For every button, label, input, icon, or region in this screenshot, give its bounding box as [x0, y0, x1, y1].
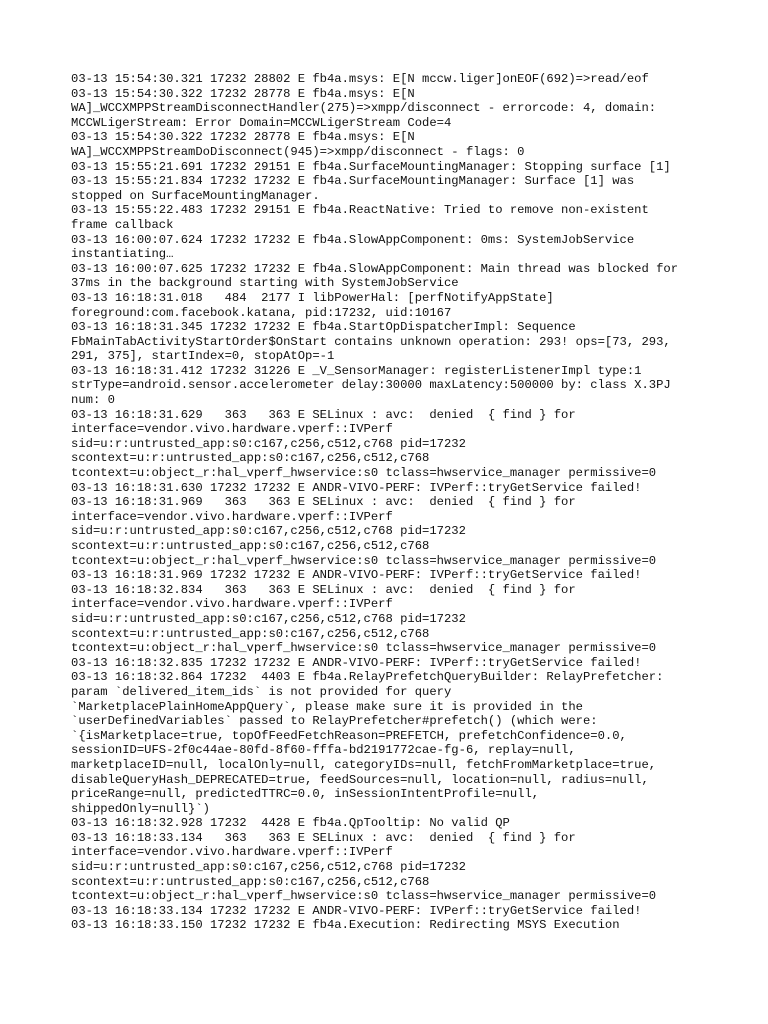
log-line: interface=vendor.vivo.hardware.vperf::IVPerf: [71, 509, 393, 524]
log-line: 03-13 16:18:31.969 363 363 E SELinux : avc: denied { find } for: [71, 495, 576, 510]
log-line: sid=u:r:untrusted_app:s0:c167,c256,c512,c768 pid=17232: [71, 611, 466, 626]
log-line: stopped on SurfaceMountingManager.: [71, 188, 320, 203]
log-line: 03-13 15:55:22.483 17232 29151 E fb4a.ReactNative: Tried to remove non-existent: [71, 203, 649, 218]
log-line: 03-13 15:54:30.321 17232 28802 E fb4a.msys: E[N mccw.liger]onEOF(692)=>read/eof: [71, 72, 649, 86]
log-line: WA]_WCCXMPPStreamDoDisconnect(945)=>xmpp/disconnect - flags: 0: [71, 144, 525, 159]
log-line: sid=u:r:untrusted_app:s0:c167,c256,c512,c768 pid=17232: [71, 436, 466, 451]
log-line: instantiating…: [71, 247, 174, 262]
log-line: `{isMarketplace=true, topOfFeedFetchReason=PREFETCH, prefetchConfidence=0.0,: [71, 728, 627, 743]
log-line: 03-13 16:18:31.969 17232 17232 E ANDR-VIVO-PERF: IVPerf::tryGetService failed!: [71, 568, 642, 583]
log-line: WA]_WCCXMPPStreamDisconnectHandler(275)=>xmpp/disconnect - errorcode: 4, domain:: [71, 101, 657, 116]
log-line: 03-13 15:55:21.834 17232 17232 E fb4a.SurfaceMountingManager: Surface [1] was: [71, 174, 635, 189]
log-line: marketplaceID=null, localOnly=null, categoryIDs=null, fetchFromMarketplace=true,: [71, 757, 657, 772]
log-line: param `delivered_item_ids` is not provided for query: [71, 684, 452, 699]
log-line: 03-13 16:18:32.864 17232 4403 E fb4a.RelayPrefetchQueryBuilder: RelayPrefetcher:: [71, 670, 664, 685]
log-line: MCCWLigerStream: Error Domain=MCCWLigerStream Code=4: [71, 115, 452, 130]
log-line: num: 0: [71, 393, 115, 408]
log-line: tcontext=u:object_r:hal_vperf_hwservice:s0 tclass=hwservice_manager permissive=0: [71, 553, 657, 568]
log-line: 03-13 16:18:31.018 484 2177 I libPowerHal: [perfNotifyAppState]: [71, 290, 554, 305]
log-line: `MarketplacePlainHomeAppQuery`, please make sure it is provided in the: [71, 699, 583, 714]
log-text-block: [71, 72, 721, 933]
log-line: scontext=u:r:untrusted_app:s0:c167,c256,c512,c768: [71, 626, 430, 641]
log-line: 03-13 16:18:31.412 17232 31226 E _V_SensorManager: registerListenerImpl type:1: [71, 363, 642, 378]
log-line: 03-13 16:00:07.624 17232 17232 E fb4a.SlowAppComponent: 0ms: SystemJobService: [71, 232, 635, 247]
log-line: 03-13 16:18:32.834 363 363 E SELinux : avc: denied { find } for: [71, 582, 576, 597]
log-line: 03-13 15:54:30.322 17232 28778 E fb4a.msys: E[N: [71, 86, 415, 101]
log-line: frame callback: [71, 217, 174, 232]
log-line: `userDefinedVariables` passed to RelayPrefetcher#prefetch() (which were:: [71, 714, 598, 729]
log-line: priceRange=null, predictedTTRC=0.0, inSessionIntentProfile=null,: [71, 787, 540, 802]
log-line: foreground:com.facebook.katana, pid:17232, uid:10167: [71, 305, 452, 320]
log-line: 03-13 16:18:33.134 17232 17232 E ANDR-VIVO-PERF: IVPerf::tryGetService failed!: [71, 903, 642, 918]
log-line: 03-13 16:18:32.835 17232 17232 E ANDR-VIVO-PERF: IVPerf::tryGetService failed!: [71, 655, 642, 670]
log-line: interface=vendor.vivo.hardware.vperf::IVPerf: [71, 597, 393, 612]
log-line: 03-13 16:18:33.134 363 363 E SELinux : avc: denied { find } for: [71, 830, 576, 845]
log-line: 03-13 16:18:33.150 17232 17232 E fb4a.Execution: Redirecting MSYS Execution: [71, 918, 620, 933]
log-line: strType=android.sensor.accelerometer delay:30000 maxLatency:500000 by: class X.3PJ: [71, 378, 671, 393]
log-line: disableQueryHash_DEPRECATED=true, feedSources=null, location=null, radius=null,: [71, 772, 649, 787]
log-line: tcontext=u:object_r:hal_vperf_hwservice:s0 tclass=hwservice_manager permissive=0: [71, 641, 657, 656]
log-line: 03-13 16:18:31.629 363 363 E SELinux : avc: denied { find } for: [71, 407, 576, 422]
log-line: 03-13 16:00:07.625 17232 17232 E fb4a.SlowAppComponent: Main thread was blocked for: [71, 261, 679, 276]
log-line: scontext=u:r:untrusted_app:s0:c167,c256,c512,c768: [71, 539, 430, 553]
log-line: 03-13 15:54:30.322 17232 28778 E fb4a.msys: E[N: [71, 130, 415, 145]
log-line: 03-13 16:18:32.928 17232 4428 E fb4a.QpTooltip: No valid QP: [71, 816, 510, 831]
log-line: tcontext=u:object_r:hal_vperf_hwservice:s0 tclass=hwservice_manager permissive=0: [71, 889, 657, 904]
log-line: shippedOnly=null}`): [71, 801, 210, 816]
log-line: scontext=u:r:untrusted_app:s0:c167,c256,c512,c768: [71, 874, 430, 889]
log-line: 03-13 15:55:21.691 17232 29151 E fb4a.SurfaceMountingManager: Stopping surface [1]: [71, 159, 671, 174]
log-line: scontext=u:r:untrusted_app:s0:c167,c256,c512,c768: [71, 451, 430, 466]
log-line: sid=u:r:untrusted_app:s0:c167,c256,c512,c768 pid=17232: [71, 860, 466, 875]
log-line: interface=vendor.vivo.hardware.vperf::IVPerf: [71, 845, 393, 860]
log-line: sid=u:r:untrusted_app:s0:c167,c256,c512,c768 pid=17232: [71, 524, 466, 539]
log-line: 03-13 16:18:31.345 17232 17232 E fb4a.StartOpDispatcherImpl: Sequence: [71, 320, 576, 335]
log-line: interface=vendor.vivo.hardware.vperf::IVPerf: [71, 422, 393, 437]
log-line: sessionID=UFS-2f0c44ae-80fd-8f60-fffa-bd2191772cae-fg-6, replay=null,: [71, 743, 576, 758]
log-line: 03-13 16:18:31.630 17232 17232 E ANDR-VIVO-PERF: IVPerf::tryGetService failed!: [71, 480, 642, 495]
log-line: tcontext=u:object_r:hal_vperf_hwservice:s0 tclass=hwservice_manager permissive=0: [71, 466, 657, 481]
log-line: FbMainTabActivityStartOrder$OnStart contains unknown operation: 293! ops=[73, 293,: [71, 334, 671, 349]
log-line: 291, 375], startIndex=0, stopAtOp=-1: [71, 349, 335, 364]
log-line: 37ms in the background starting with SystemJobService: [71, 276, 459, 291]
